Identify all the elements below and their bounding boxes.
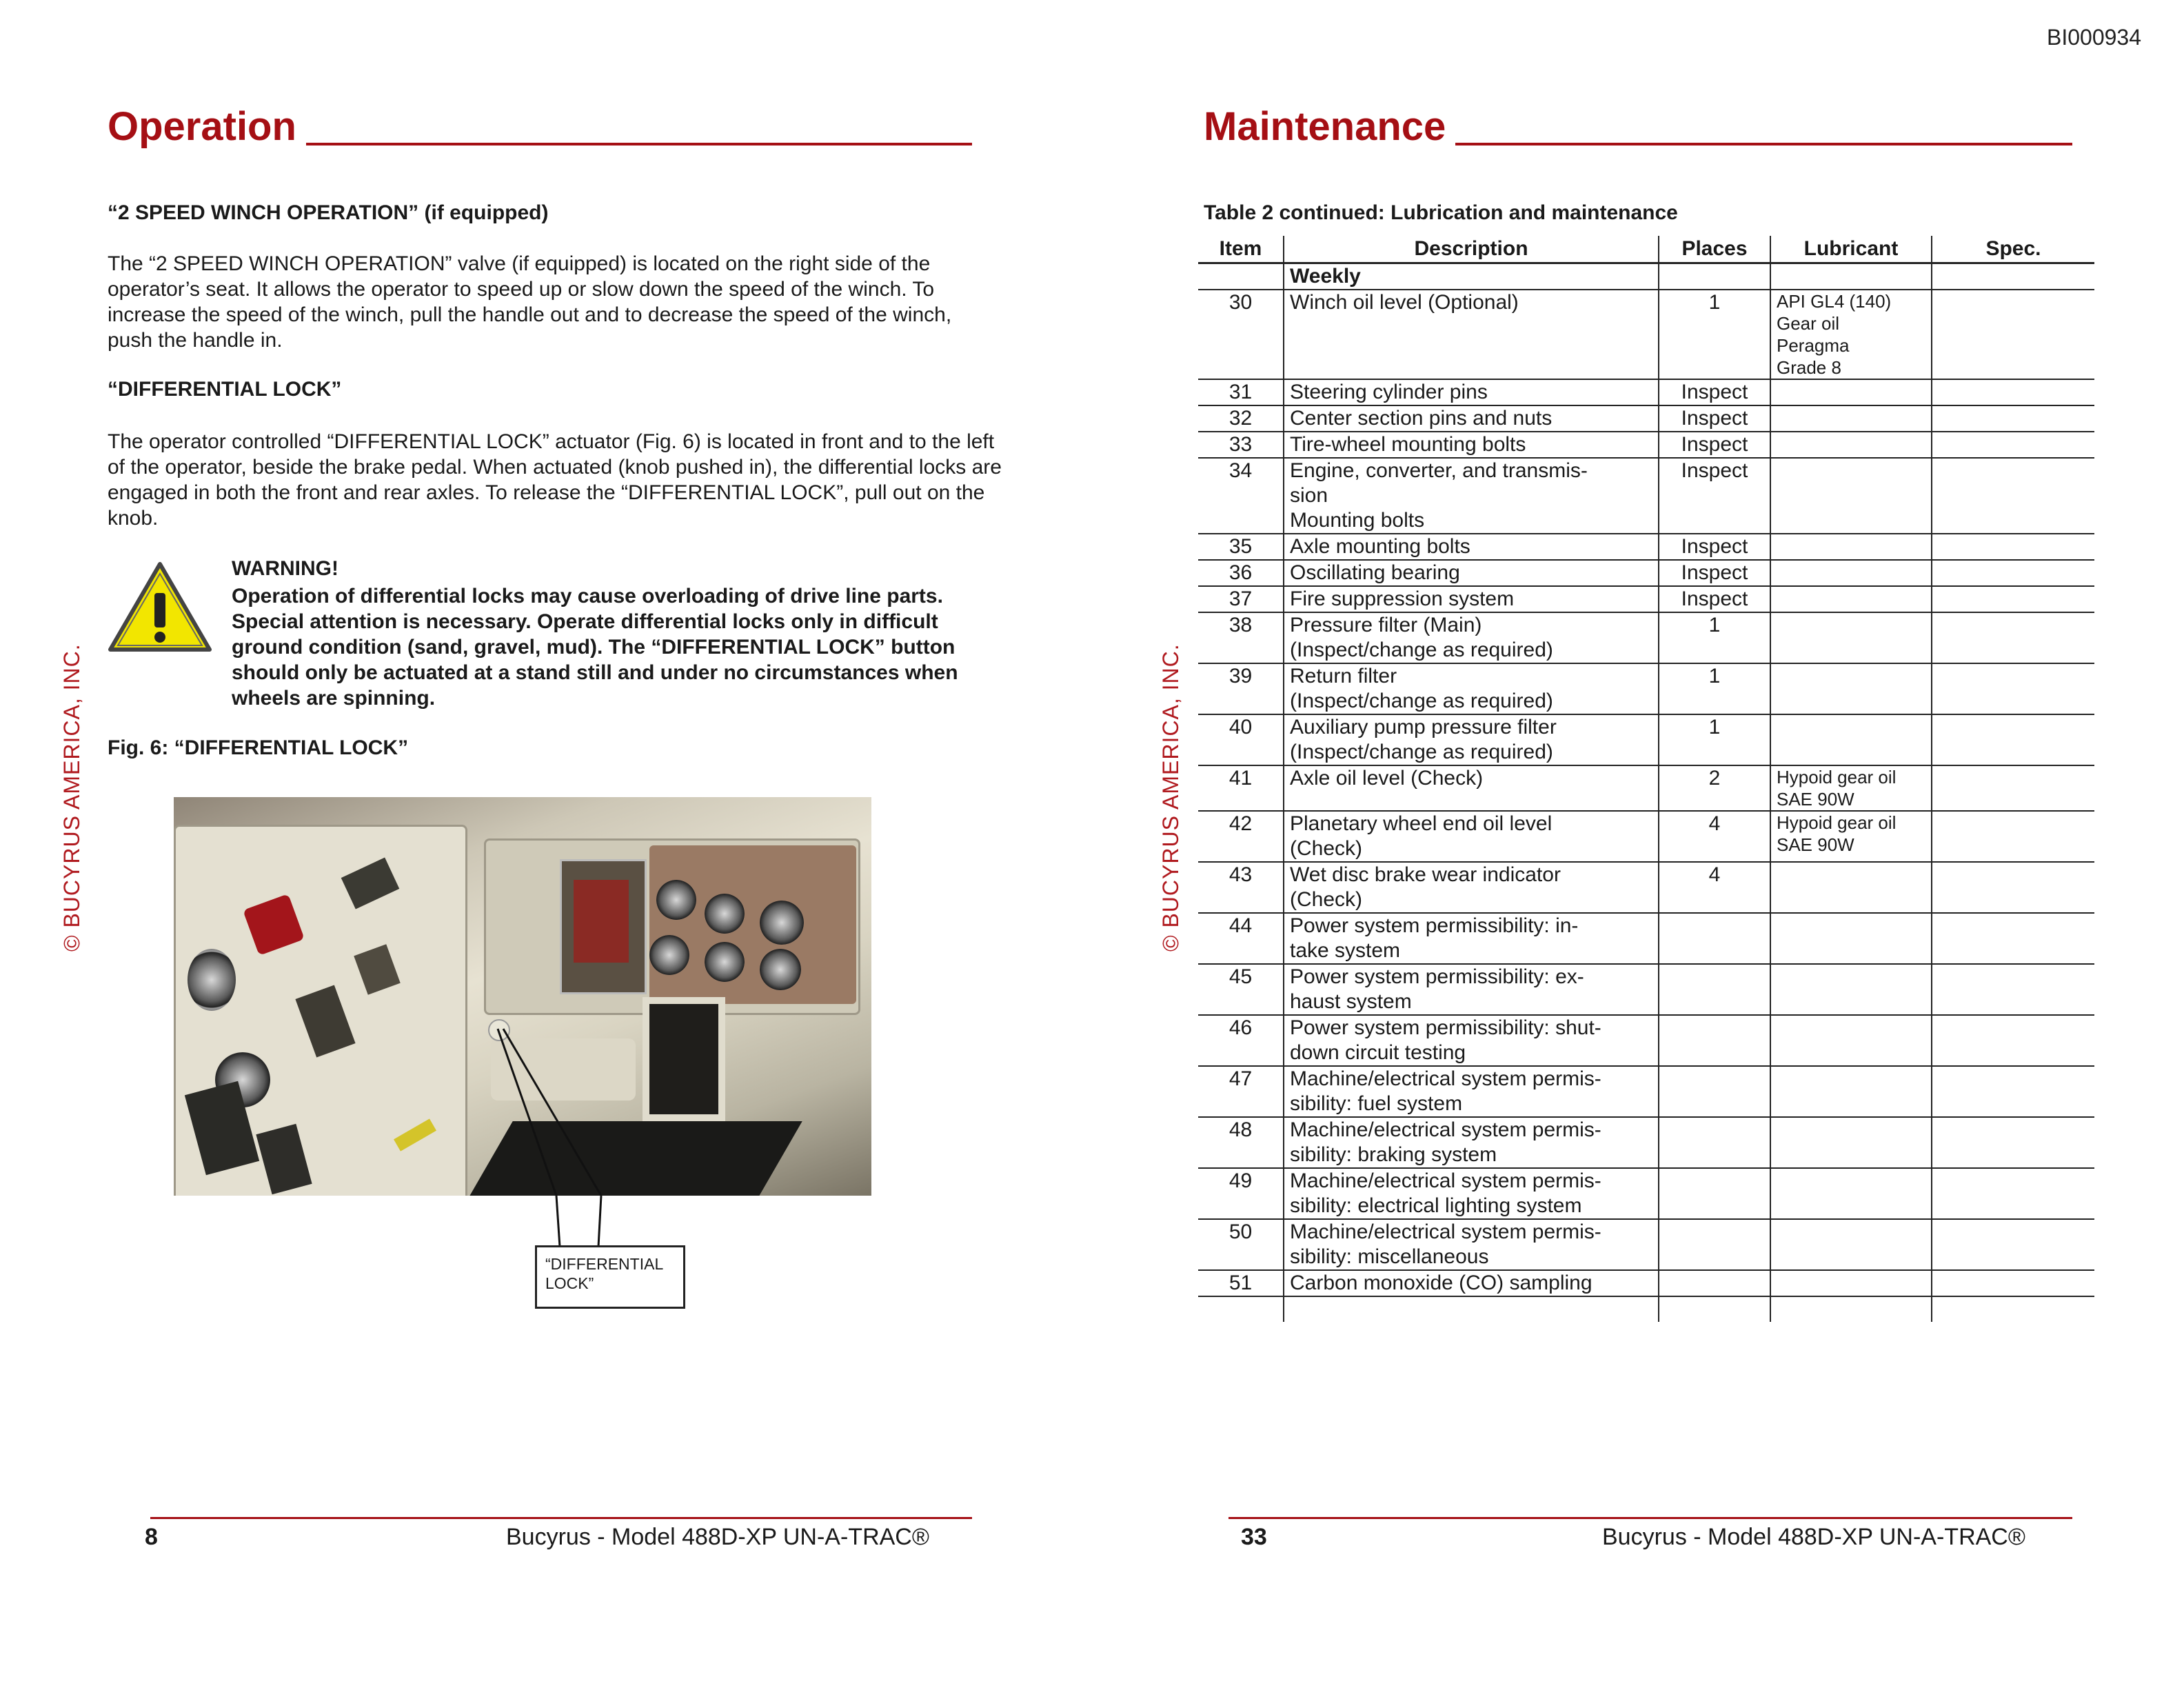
- description-line: haust system: [1290, 990, 1412, 1013]
- item-cell: 33: [1198, 432, 1284, 458]
- description-line: Planetary wheel end oil level: [1290, 812, 1553, 835]
- heading-rule: [1455, 143, 2072, 145]
- description-cell: [1284, 432, 1659, 458]
- winch-section-title: “2 SPEED WINCH OPERATION” (if equipped): [108, 201, 549, 224]
- table-row: [1198, 458, 2094, 534]
- description-line: Center section pins and nuts: [1290, 407, 1553, 430]
- description-line: Machine/electrical system permis-: [1290, 1169, 1601, 1192]
- winch-section-body: The “2 SPEED WINCH OPERATION” valve (if equipped) is located on the right side of the operator’s seat. It allows the operator to speed up or slow down the speed of the winch. To increase the speed of the winch, pull the handle out and to decrease the speed of the winch, push the handle in.: [108, 252, 952, 352]
- item-cell: 44: [1198, 913, 1284, 964]
- lubricant-cell: [1770, 405, 1932, 432]
- table-title: Table 2 continued: Lubrication and maintenance: [1204, 201, 1678, 224]
- description-cell: [1284, 586, 1659, 612]
- table-row: [1198, 432, 2094, 458]
- spec-cell: [1932, 432, 2094, 458]
- item-cell: 37: [1198, 586, 1284, 612]
- lubricant-line: SAE 90W: [1777, 834, 1854, 855]
- places-cell: Inspect: [1659, 560, 1770, 586]
- description-line: (Check): [1290, 888, 1363, 911]
- col-item: Item: [1198, 236, 1284, 263]
- differential-lock-photo: [174, 797, 871, 1196]
- lubricant-cell: [1770, 1270, 1932, 1296]
- description-line: Engine, converter, and transmis-: [1290, 459, 1588, 482]
- diff-lock-section-body: The operator controlled “DIFFERENTIAL LOCK” actuator (Fig. 6) is located in front and to the left of the operator, beside the brake pedal. When actuated (knob pushed in), the differential locks are engaged in both the front and rear axles. To release the “DIFFERENTIAL LOCK”, pull out on the knob.: [108, 430, 1002, 530]
- places-cell: Inspect: [1659, 432, 1770, 458]
- description-line: Steering cylinder pins: [1290, 381, 1488, 403]
- table-row: [1198, 811, 2094, 862]
- places-cell: [1659, 1117, 1770, 1168]
- table-row: [1198, 1168, 2094, 1219]
- lubricant-cell: [1770, 534, 1932, 560]
- right-page-heading: [1204, 103, 2072, 150]
- description-line: sion: [1290, 484, 1328, 507]
- description-cell: [1284, 1168, 1659, 1219]
- lubricant-cell: [1770, 1066, 1932, 1117]
- table-row: [1198, 1015, 2094, 1066]
- item-cell: 42: [1198, 811, 1284, 862]
- description-cell: [1284, 290, 1659, 379]
- lubricant-cell: [1770, 811, 1932, 862]
- item-cell: 38: [1198, 612, 1284, 663]
- description-line: Pressure filter (Main): [1290, 614, 1482, 636]
- places-cell: [1659, 1219, 1770, 1270]
- blank-cell: [1932, 1296, 2094, 1322]
- table-row: [1198, 1066, 2094, 1117]
- description-line: Return filter: [1290, 665, 1397, 687]
- lubricant-cell: [1770, 290, 1932, 379]
- blank-cell: [1284, 1296, 1659, 1322]
- lubricant-cell: [1770, 432, 1932, 458]
- item-cell: 46: [1198, 1015, 1284, 1066]
- description-line: sibility: electrical lighting system: [1290, 1194, 1582, 1217]
- places-cell: [1659, 1168, 1770, 1219]
- group-label: Weekly: [1284, 263, 1659, 290]
- table-row: [1198, 379, 2094, 405]
- table-row: [1198, 612, 2094, 663]
- lubricant-cell: [1770, 964, 1932, 1015]
- description-line: Axle mounting bolts: [1290, 535, 1470, 558]
- table-header-row: [1198, 236, 2094, 263]
- description-line: Power system permissibility: ex-: [1290, 965, 1584, 988]
- spec-cell: [1932, 612, 2094, 663]
- item-cell: 31: [1198, 379, 1284, 405]
- places-cell: 4: [1659, 811, 1770, 862]
- description-cell: [1284, 862, 1659, 913]
- places-cell: 4: [1659, 862, 1770, 913]
- spec-cell: [1932, 1066, 2094, 1117]
- lubricant-line: API GL4 (140): [1777, 291, 1892, 312]
- right-footer-rule: [1228, 1517, 2072, 1519]
- item-cell: 47: [1198, 1066, 1284, 1117]
- lubricant-cell: [1770, 560, 1932, 586]
- lubricant-cell: [1770, 913, 1932, 964]
- places-cell: Inspect: [1659, 586, 1770, 612]
- left-page-heading: [108, 103, 972, 150]
- description-line: sibility: miscellaneous: [1290, 1245, 1489, 1268]
- spec-cell: [1932, 862, 2094, 913]
- figure-caption: Fig. 6: “DIFFERENTIAL LOCK”: [108, 736, 409, 759]
- places-cell: 1: [1659, 612, 1770, 663]
- spec-cell: [1932, 586, 2094, 612]
- spec-cell: [1932, 1117, 2094, 1168]
- description-line: Carbon monoxide (CO) sampling: [1290, 1272, 1593, 1294]
- table-row: [1198, 663, 2094, 714]
- blank-cell: [1659, 1296, 1770, 1322]
- places-cell: 1: [1659, 290, 1770, 379]
- col-spec: Spec.: [1932, 236, 2094, 263]
- left-copyright-side: © BUCYRUS AMERICA, INC.: [59, 643, 84, 952]
- description-cell: [1284, 663, 1659, 714]
- lubricant-line: Grade 8: [1777, 357, 1841, 378]
- heading-text: Maintenance: [1204, 104, 1446, 149]
- spec-cell: [1932, 663, 2094, 714]
- description-line: Auxiliary pump pressure filter: [1290, 716, 1557, 738]
- lubricant-cell: [1770, 663, 1932, 714]
- places-cell: 1: [1659, 663, 1770, 714]
- right-footer-title: Bucyrus - Model 488D-XP UN-A-TRAC®: [1602, 1524, 2025, 1550]
- lubricant-line: Hypoid gear oil: [1777, 767, 1897, 787]
- description-cell: [1284, 765, 1659, 811]
- right-page-number: 33: [1241, 1524, 1267, 1550]
- description-cell: [1284, 458, 1659, 534]
- spec-cell: [1932, 1270, 2094, 1296]
- spec-cell: [1932, 811, 2094, 862]
- item-cell: 49: [1198, 1168, 1284, 1219]
- description-cell: [1284, 1117, 1659, 1168]
- description-line: Fire suppression system: [1290, 587, 1515, 610]
- lubricant-line: Gear oil: [1777, 313, 1840, 334]
- description-cell: [1284, 612, 1659, 663]
- description-line: (Check): [1290, 837, 1363, 860]
- lubricant-cell: [1770, 1219, 1932, 1270]
- spec-cell: [1932, 560, 2094, 586]
- lubricant-line: Hypoid gear oil: [1777, 812, 1897, 833]
- warning-triangle-icon: [106, 560, 214, 655]
- lubricant-cell: [1770, 1168, 1932, 1219]
- col-description: Description: [1284, 236, 1659, 263]
- left-footer-rule: [150, 1517, 972, 1519]
- lubricant-cell: [1770, 1015, 1932, 1066]
- lubricant-cell: [1770, 458, 1932, 534]
- item-cell: 50: [1198, 1219, 1284, 1270]
- places-cell: 2: [1659, 765, 1770, 811]
- places-cell: [1659, 1066, 1770, 1117]
- table-row: [1198, 1117, 2094, 1168]
- table-row: [1198, 714, 2094, 765]
- lubrication-table: [1198, 236, 2094, 1322]
- table-blank-row: [1198, 1296, 2094, 1322]
- spec-cell: [1932, 290, 2094, 379]
- description-cell: [1284, 379, 1659, 405]
- item-cell: 51: [1198, 1270, 1284, 1296]
- blank-cell: [1770, 1296, 1932, 1322]
- description-line: Winch oil level (Optional): [1290, 291, 1519, 314]
- table-row: [1198, 405, 2094, 432]
- item-cell: 39: [1198, 663, 1284, 714]
- table-row: [1198, 534, 2094, 560]
- table-row: [1198, 586, 2094, 612]
- spec-cell: [1932, 964, 2094, 1015]
- description-cell: [1284, 1219, 1659, 1270]
- item-cell: 34: [1198, 458, 1284, 534]
- description-cell: [1284, 534, 1659, 560]
- description-line: Machine/electrical system permis-: [1290, 1220, 1601, 1243]
- lubricant-line: SAE 90W: [1777, 789, 1854, 810]
- description-line: Mounting bolts: [1290, 509, 1425, 532]
- lubricant-cell: [1770, 612, 1932, 663]
- table-row: [1198, 1219, 2094, 1270]
- description-line: (Inspect/change as required): [1290, 741, 1553, 763]
- description-cell: [1284, 1015, 1659, 1066]
- description-cell: [1284, 1066, 1659, 1117]
- description-line: Wet disc brake wear indicator: [1290, 863, 1561, 886]
- lubricant-line: Peragma: [1777, 335, 1850, 356]
- table-row: [1198, 1270, 2094, 1296]
- description-line: Machine/electrical system permis-: [1290, 1118, 1601, 1141]
- spec-cell: [1932, 913, 2094, 964]
- lubricant-cell: [1770, 862, 1932, 913]
- lubricant-cell: [1770, 1117, 1932, 1168]
- description-line: Oscillating bearing: [1290, 561, 1460, 584]
- places-cell: [1659, 1270, 1770, 1296]
- spec-cell: [1932, 405, 2094, 432]
- heading-rule: [306, 143, 972, 145]
- left-footer-title: Bucyrus - Model 488D-XP UN-A-TRAC®: [506, 1524, 929, 1550]
- right-copyright-side: © BUCYRUS AMERICA, INC.: [1158, 643, 1183, 952]
- places-cell: [1659, 913, 1770, 964]
- table-row: [1198, 765, 2094, 811]
- description-line: Axle oil level (Check): [1290, 767, 1484, 790]
- spec-cell: [1932, 458, 2094, 534]
- lubricant-cell: [1770, 586, 1932, 612]
- differential-lock-callout: “DIFFERENTIAL LOCK”: [535, 1245, 685, 1309]
- col-places: Places: [1659, 236, 1770, 263]
- spec-cell: [1932, 1015, 2094, 1066]
- spec-cell: [1932, 534, 2094, 560]
- spec-cell: [1932, 765, 2094, 811]
- description-line: (Inspect/change as required): [1290, 690, 1553, 712]
- table-row: [1198, 913, 2094, 964]
- lubricant-cell: [1770, 765, 1932, 811]
- lubricant-cell: [1770, 714, 1932, 765]
- item-cell: 32: [1198, 405, 1284, 432]
- description-line: Power system permissibility: in-: [1290, 914, 1579, 937]
- warning-body: Operation of differential locks may cause overloading of drive line parts. Special attention is necessary. Operate differential locks only in difficult ground condition (sand, gravel, mud). The “DIFFERENTIAL LOCK” button should only be actuated at a stand still and under no circumstances when wheels are spinning.: [232, 585, 958, 710]
- description-cell: [1284, 405, 1659, 432]
- description-cell: [1284, 1270, 1659, 1296]
- places-cell: Inspect: [1659, 458, 1770, 534]
- places-cell: Inspect: [1659, 534, 1770, 560]
- item-cell: 30: [1198, 290, 1284, 379]
- diff-lock-section-title: “DIFFERENTIAL LOCK”: [108, 378, 342, 401]
- description-line: Tire-wheel mounting bolts: [1290, 433, 1526, 456]
- description-cell: [1284, 811, 1659, 862]
- places-cell: Inspect: [1659, 379, 1770, 405]
- lubricant-cell: [1770, 379, 1932, 405]
- item-cell: 43: [1198, 862, 1284, 913]
- spec-cell: [1932, 714, 2094, 765]
- places-cell: Inspect: [1659, 405, 1770, 432]
- description-cell: [1284, 714, 1659, 765]
- warning-title: WARNING!: [232, 557, 338, 580]
- places-cell: 1: [1659, 714, 1770, 765]
- table-row: [1198, 290, 2094, 379]
- item-cell: 35: [1198, 534, 1284, 560]
- table-row: [1198, 862, 2094, 913]
- blank-cell: [1198, 1296, 1284, 1322]
- description-line: Machine/electrical system permis-: [1290, 1067, 1601, 1090]
- item-cell: 40: [1198, 714, 1284, 765]
- col-lubricant: Lubricant: [1770, 236, 1932, 263]
- document-id: BI000934: [2046, 25, 2141, 50]
- description-cell: [1284, 964, 1659, 1015]
- item-cell: 36: [1198, 560, 1284, 586]
- spec-cell: [1932, 379, 2094, 405]
- heading-text: Operation: [108, 104, 296, 149]
- description-line: sibility: fuel system: [1290, 1092, 1463, 1115]
- spec-cell: [1932, 1168, 2094, 1219]
- description-line: Power system permissibility: shut-: [1290, 1016, 1601, 1039]
- description-line: down circuit testing: [1290, 1041, 1466, 1064]
- places-cell: [1659, 1015, 1770, 1066]
- description-line: take system: [1290, 939, 1401, 962]
- description-cell: [1284, 560, 1659, 586]
- left-page-number: 8: [145, 1524, 158, 1550]
- spec-cell: [1932, 1219, 2094, 1270]
- item-cell: 41: [1198, 765, 1284, 811]
- item-cell: 48: [1198, 1117, 1284, 1168]
- item-cell: 45: [1198, 964, 1284, 1015]
- table-row: [1198, 964, 2094, 1015]
- description-line: sibility: braking system: [1290, 1143, 1497, 1166]
- places-cell: [1659, 964, 1770, 1015]
- table-row: [1198, 560, 2094, 586]
- description-line: (Inspect/change as required): [1290, 639, 1553, 661]
- description-cell: [1284, 913, 1659, 964]
- group-row: [1198, 263, 2094, 290]
